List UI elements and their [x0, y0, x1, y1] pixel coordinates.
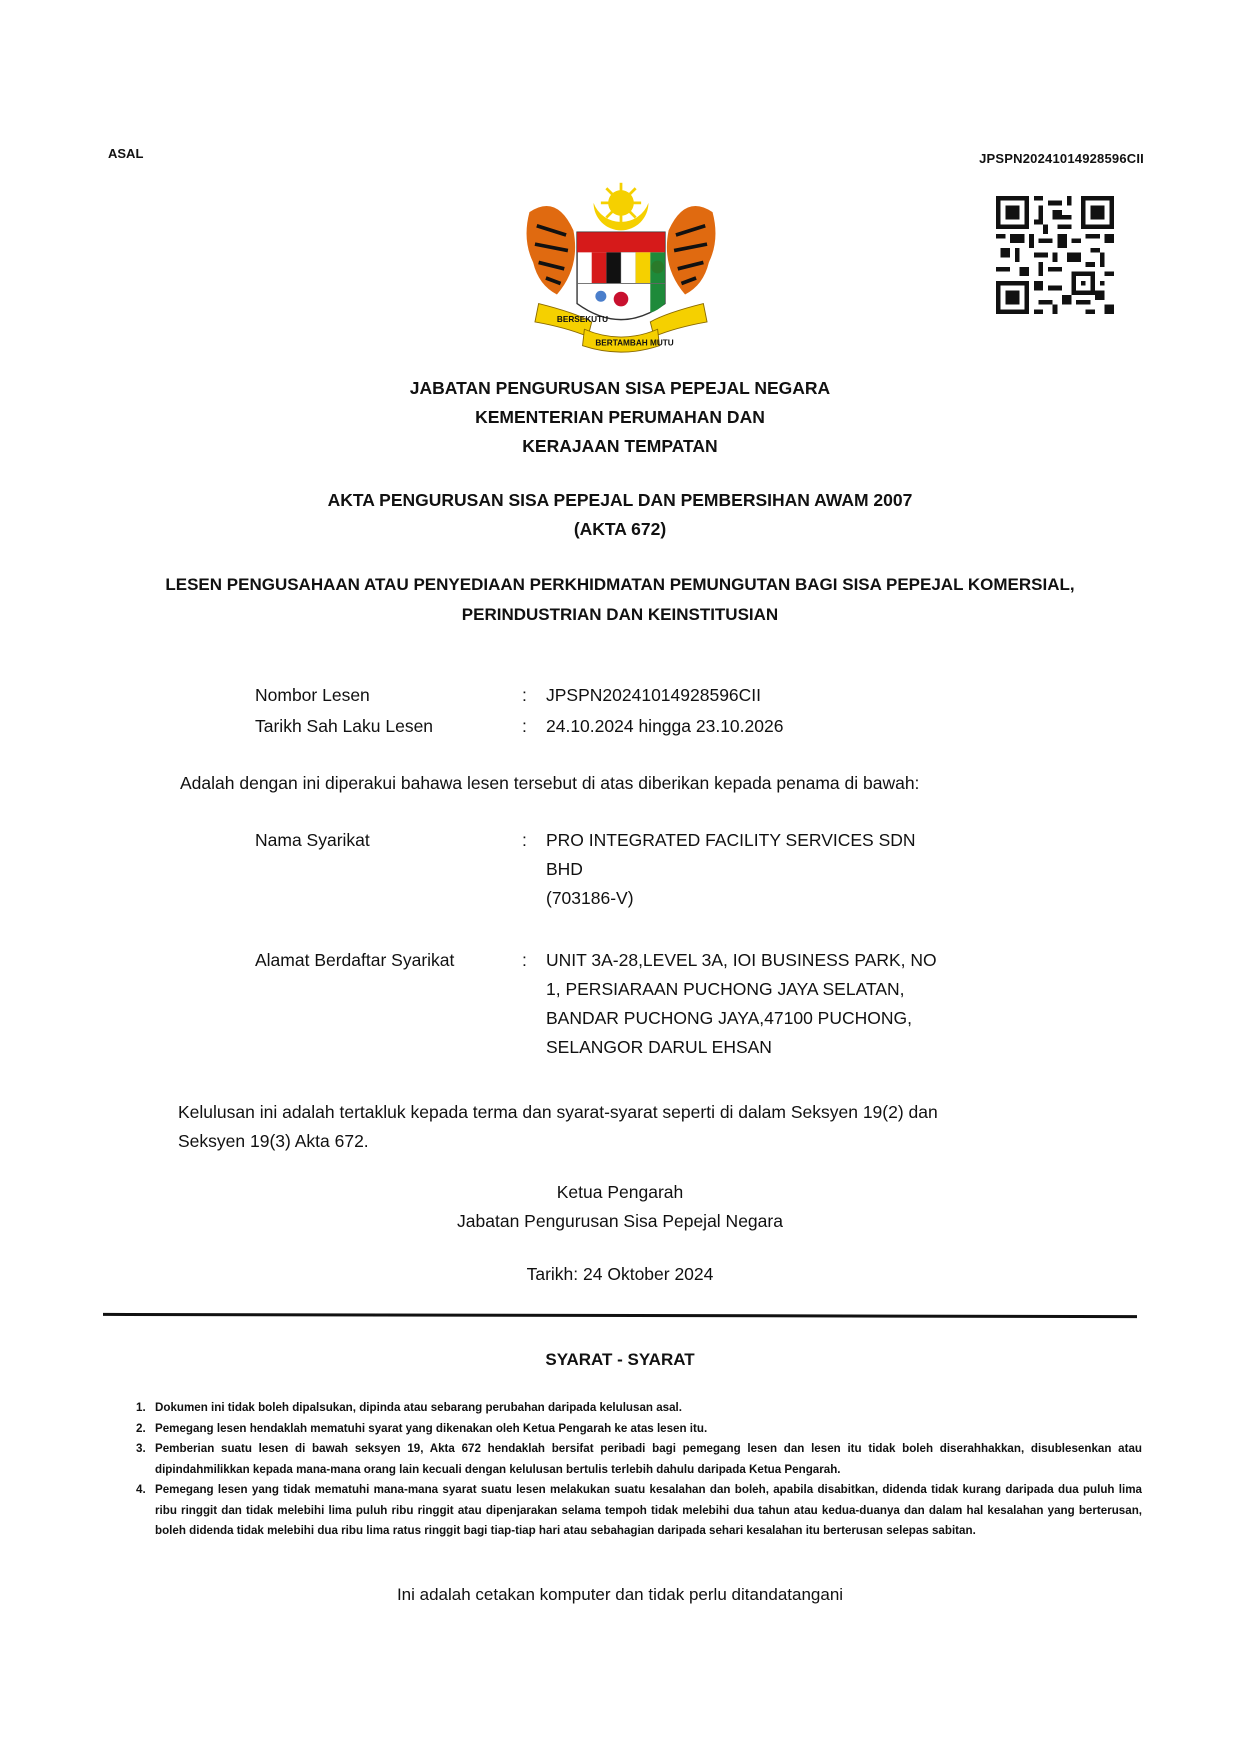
address-line-3: BANDAR PUCHONG JAYA,47100 PUCHONG,: [546, 1008, 912, 1028]
separator: :: [522, 685, 527, 705]
terms-item: 4. Pemegang lesen yang tidak mematuhi mana-mana syarat suatu lesen melakukan suatu kesalahan dan boleh, apabila disabitkan, didenda tidak kurang daripada dua puluh lima ribu ringgit dan tidak melebihi lima puluh ribu ringgit atau dipenjarakan selama tempoh tidak melebihi dua tahun atau kedua-duanya dan dalam hal kesalahan yang berterusan, boleh didenda tidak melebihi dua ribu lima ratus ringgit bagi tiap-tiap hari atau sebahagian daripada sehari kesalahan itu berterusan selepas sabitan.: [136, 1483, 1142, 1537]
address-line-4: SELANGOR DARUL EHSAN: [546, 1037, 772, 1057]
divider: [103, 1313, 1137, 1318]
agency-block: [0, 374, 1240, 461]
licence-number-value: JPSPN20241014928596CII: [546, 685, 762, 705]
signoff-block: [0, 1178, 1240, 1236]
validity-label: Tarikh Sah Laku Lesen: [255, 716, 434, 736]
terms-list: [136, 1398, 1142, 1542]
address-label: Alamat Berdaftar Syarikat: [255, 950, 455, 970]
reference-number: JPSPN20241014928596CII: [979, 151, 1144, 166]
signoff-title: Ketua Pengarah: [556, 1182, 684, 1202]
company-address: [546, 946, 937, 1062]
licence-title: [0, 570, 1240, 630]
separator: :: [522, 716, 527, 736]
copy-label: ASAL: [108, 146, 144, 161]
act-number: (AKTA 672): [573, 519, 667, 539]
crest-motto-left: BERSEKUTU: [556, 314, 609, 324]
agency-line-2: KEMENTERIAN PERUMAHAN DAN: [475, 407, 765, 427]
condition-line-1: Kelulusan ini adalah tertakluk kepada terma dan syarat-syarat seperti di dalam Seksyen 19(2) dan: [178, 1102, 938, 1122]
terms-item: 2. Pemegang lesen hendaklah mematuhi syarat yang dikenakan oleh Ketua Pengarah ke atas lesen itu.: [136, 1421, 708, 1435]
licence-title-line-2: PERINDUSTRIAN DAN KEINSTITUSIAN: [461, 605, 779, 624]
separator: :: [522, 950, 527, 970]
address-line-2: 1, PERSIARAAN PUCHONG JAYA SELATAN,: [546, 979, 905, 999]
address-line-1: UNIT 3A-28,LEVEL 3A, IOI BUSINESS PARK, NO: [546, 950, 937, 970]
condition-line-2: Seksyen 19(3) Akta 672.: [178, 1131, 369, 1151]
signoff-department: Jabatan Pengurusan Sisa Pepejal Negara: [457, 1211, 783, 1231]
licence-number-label: Nombor Lesen: [255, 685, 370, 705]
agency-line-3: KERAJAAN TEMPATAN: [522, 436, 718, 456]
footer-note: Ini adalah cetakan komputer dan tidak perlu ditandatangani: [396, 1585, 844, 1604]
company-name-label: Nama Syarikat: [255, 830, 370, 850]
malaysia-coat-of-arms-icon: [502, 172, 740, 362]
act-title: AKTA PENGURUSAN SISA PEPEJAL DAN PEMBERSIHAN AWAM 2007: [327, 490, 913, 510]
separator: :: [522, 830, 527, 850]
terms-item: 3. Pemberian suatu lesen di bawah seksyen 19, Akta 672 hendaklah bersifat peribadi bagi pemegang lesen dan lesen itu tidak boleh diserahhakkan, disublesenkan atau dipindahmilikkan kepada mana-mana orang lain kecuali dengan kelulusan bertulis terlebih dahulu daripada Ketua Pengarah.: [136, 1442, 1142, 1476]
company-registration: (703186-V): [546, 888, 634, 908]
company-name-line-1: PRO INTEGRATED FACILITY SERVICES SDN: [546, 830, 916, 850]
terms-item: 1. Dokumen ini tidak boleh dipalsukan, dipinda atau sebarang perubahan daripada kelulusan asal.: [136, 1401, 682, 1414]
condition-text: [178, 1098, 1078, 1156]
issue-date: Tarikh: 24 Oktober 2024: [526, 1264, 714, 1284]
agency-line-1: JABATAN PENGURUSAN SISA PEPEJAL NEGARA: [409, 378, 831, 398]
declaration-text: Adalah dengan ini diperakui bahawa lesen tersebut di atas diberikan kepada penama di bawah:: [180, 773, 920, 793]
company-name: [546, 826, 916, 913]
licence-title-line-1: LESEN PENGUSAHAAN ATAU PENYEDIAAN PERKHIDMATAN PEMUNGUTAN BAGI SISA PEPEJAL KOMERSIAL,: [165, 575, 1075, 594]
crest-motto-bottom: BERTAMBAH MUTU: [595, 338, 674, 348]
validity-value: 24.10.2024 hingga 23.10.2026: [546, 716, 784, 736]
act-block: [0, 486, 1240, 544]
terms-title: SYARAT - SYARAT: [545, 1350, 695, 1369]
company-name-line-2: BHD: [546, 859, 583, 879]
qr-code-icon: [996, 196, 1114, 314]
